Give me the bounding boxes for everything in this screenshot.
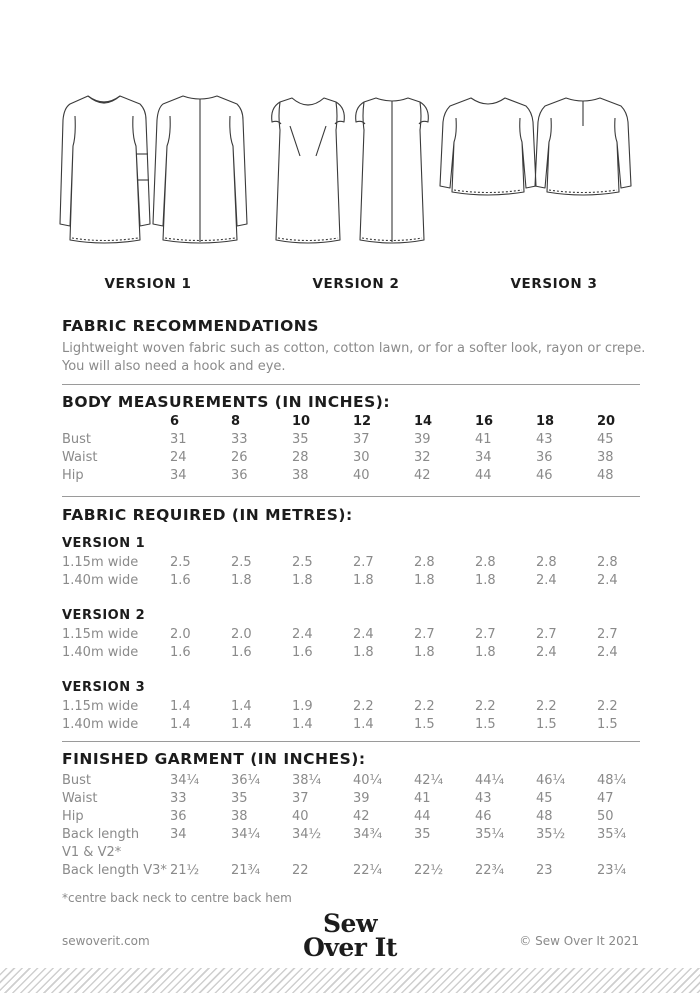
row-label: 1.15m wide bbox=[62, 627, 139, 642]
logo-line-1: Sew bbox=[323, 909, 377, 938]
table-row bbox=[62, 449, 658, 467]
row-label: Back length bbox=[62, 827, 140, 842]
table-cell: 2.4 bbox=[536, 645, 557, 660]
table-cell bbox=[292, 844, 353, 862]
row-label: 1.40m wide bbox=[62, 645, 139, 660]
version-1-back-illustration bbox=[153, 96, 247, 243]
divider bbox=[62, 496, 640, 497]
row-label: Hip bbox=[62, 809, 84, 824]
decorative-stripe-band bbox=[0, 968, 700, 993]
table-row bbox=[62, 554, 658, 572]
table-cell bbox=[597, 844, 658, 862]
table-cell: 1.8 bbox=[414, 573, 435, 588]
row-label: 1.40m wide bbox=[62, 717, 139, 732]
table-cell: 2.7 bbox=[536, 627, 557, 642]
table-cell: 1.5 bbox=[475, 717, 496, 732]
table-row bbox=[62, 844, 658, 862]
table-cell: 33 bbox=[170, 791, 187, 806]
finished-garment-table bbox=[62, 772, 658, 880]
table-row bbox=[62, 826, 658, 844]
table-cell: 34¼ bbox=[231, 827, 261, 842]
fabric-required-version-3-title: VERSION 3 bbox=[62, 680, 146, 695]
table-cell: 34 bbox=[170, 827, 187, 842]
row-label: Back length V3* bbox=[62, 863, 167, 878]
table-cell: 48 bbox=[597, 468, 614, 483]
table-cell: 1.4 bbox=[231, 717, 252, 732]
version-2-label: VERSION 2 bbox=[312, 276, 400, 292]
table-row bbox=[62, 467, 658, 485]
size-header: 20 bbox=[597, 414, 616, 429]
row-label: Hip bbox=[62, 468, 84, 483]
table-cell: 2.5 bbox=[170, 555, 191, 570]
table-cell: 43 bbox=[475, 791, 492, 806]
table-cell: 1.8 bbox=[414, 645, 435, 660]
table-cell: 1.4 bbox=[231, 699, 252, 714]
body-measurements-table bbox=[62, 413, 658, 485]
table-cell: 42¼ bbox=[414, 773, 444, 788]
table-cell: 40¼ bbox=[353, 773, 383, 788]
table-cell: 36 bbox=[536, 450, 553, 465]
table-cell: 38 bbox=[597, 450, 614, 465]
table-row bbox=[62, 572, 658, 590]
fabric-recommendations-title: FABRIC RECOMMENDATIONS bbox=[62, 317, 319, 335]
brand-logo bbox=[290, 909, 410, 962]
copyright: © Sew Over It 2021 bbox=[519, 934, 639, 948]
table-cell: 48¼ bbox=[597, 773, 627, 788]
table-cell: 45 bbox=[597, 432, 614, 447]
table-cell: 44 bbox=[414, 809, 431, 824]
size-header-row bbox=[62, 413, 658, 431]
table-cell: 2.2 bbox=[597, 699, 618, 714]
table-cell: 35 bbox=[231, 791, 248, 806]
table-cell: 1.4 bbox=[292, 717, 313, 732]
table-cell: 48 bbox=[536, 809, 553, 824]
table-cell: 2.7 bbox=[475, 627, 496, 642]
table-cell bbox=[414, 844, 475, 862]
table-row bbox=[62, 644, 658, 662]
divider bbox=[62, 741, 640, 742]
table-cell: 31 bbox=[170, 432, 187, 447]
table-row bbox=[62, 716, 658, 734]
table-cell: 36 bbox=[231, 468, 248, 483]
table-row bbox=[62, 698, 658, 716]
body-measurements-title: BODY MEASUREMENTS (IN INCHES): bbox=[62, 393, 391, 411]
table-cell: 46 bbox=[475, 809, 492, 824]
table-cell: 23¼ bbox=[597, 863, 627, 878]
website-link[interactable]: sewoverit.com bbox=[62, 934, 150, 948]
table-cell: 21½ bbox=[170, 863, 200, 878]
table-cell: 1.9 bbox=[292, 699, 313, 714]
table-cell: 1.6 bbox=[170, 645, 191, 660]
size-header: 16 bbox=[475, 414, 494, 429]
table-cell: 35¾ bbox=[597, 827, 627, 842]
garment-illustrations bbox=[0, 86, 700, 256]
table-cell: 2.4 bbox=[353, 627, 374, 642]
table-cell: 2.0 bbox=[170, 627, 191, 642]
table-cell: 41 bbox=[475, 432, 492, 447]
table-cell: 50 bbox=[597, 809, 614, 824]
fabric-required-version-1-table bbox=[62, 554, 658, 590]
size-header: 12 bbox=[353, 414, 372, 429]
table-cell: 35¼ bbox=[475, 827, 505, 842]
table-cell: 1.5 bbox=[597, 717, 618, 732]
table-cell: 34 bbox=[170, 468, 187, 483]
table-cell: 40 bbox=[292, 809, 309, 824]
table-cell: 36 bbox=[170, 809, 187, 824]
table-cell: 1.6 bbox=[170, 573, 191, 588]
table-cell: 43 bbox=[536, 432, 553, 447]
table-cell: 38 bbox=[292, 468, 309, 483]
table-cell: 34¼ bbox=[170, 773, 200, 788]
table-cell: 1.4 bbox=[353, 717, 374, 732]
table-cell bbox=[475, 844, 536, 862]
table-cell: 1.4 bbox=[170, 717, 191, 732]
logo-line-2: Over It bbox=[303, 933, 397, 962]
table-cell: 46¼ bbox=[536, 773, 566, 788]
table-cell: 34½ bbox=[292, 827, 322, 842]
finished-garment-title: FINISHED GARMENT (IN INCHES): bbox=[62, 750, 366, 768]
table-cell: 39 bbox=[414, 432, 431, 447]
version-3-front-illustration bbox=[440, 98, 536, 195]
table-cell: 21¾ bbox=[231, 863, 261, 878]
table-cell: 2.4 bbox=[536, 573, 557, 588]
table-cell: 22 bbox=[292, 863, 309, 878]
table-cell: 33 bbox=[231, 432, 248, 447]
table-cell: 1.8 bbox=[353, 573, 374, 588]
table-row bbox=[62, 772, 658, 790]
table-cell: 2.7 bbox=[414, 627, 435, 642]
table-cell: 2.2 bbox=[353, 699, 374, 714]
table-row bbox=[62, 862, 658, 880]
table-cell: 46 bbox=[536, 468, 553, 483]
table-cell: 1.8 bbox=[353, 645, 374, 660]
version-3-label: VERSION 3 bbox=[510, 276, 598, 292]
size-header: 8 bbox=[231, 414, 241, 429]
table-cell: 2.7 bbox=[597, 627, 618, 642]
table-cell: 2.5 bbox=[231, 555, 252, 570]
version-3-back-illustration bbox=[535, 98, 631, 195]
table-cell: 30 bbox=[353, 450, 370, 465]
table-cell: 36¼ bbox=[231, 773, 261, 788]
table-cell: 26 bbox=[231, 450, 248, 465]
table-cell: 41 bbox=[414, 791, 431, 806]
table-row bbox=[62, 431, 658, 449]
table-cell: 37 bbox=[353, 432, 370, 447]
table-cell: 35½ bbox=[536, 827, 566, 842]
table-cell bbox=[170, 844, 231, 862]
row-label: Bust bbox=[62, 773, 92, 788]
size-header: 18 bbox=[536, 414, 555, 429]
table-cell: 2.8 bbox=[475, 555, 496, 570]
table-cell: 2.7 bbox=[353, 555, 374, 570]
table-cell: 28 bbox=[292, 450, 309, 465]
size-header: 10 bbox=[292, 414, 311, 429]
row-label: Waist bbox=[62, 450, 98, 465]
table-cell: 42 bbox=[414, 468, 431, 483]
table-cell: 44 bbox=[475, 468, 492, 483]
fabric-required-title: FABRIC REQUIRED (IN METRES): bbox=[62, 506, 353, 524]
row-label: 1.40m wide bbox=[62, 573, 139, 588]
table-cell: 38 bbox=[231, 809, 248, 824]
table-cell: 2.8 bbox=[536, 555, 557, 570]
version-2-front-illustration bbox=[272, 98, 345, 243]
table-cell: 39 bbox=[353, 791, 370, 806]
table-row bbox=[62, 626, 658, 644]
table-cell: 2.8 bbox=[414, 555, 435, 570]
table-row bbox=[62, 790, 658, 808]
table-cell: 1.8 bbox=[231, 573, 252, 588]
table-cell: 34¾ bbox=[353, 827, 383, 842]
fabric-required-version-2-table bbox=[62, 626, 658, 662]
fabric-required-version-3-table bbox=[62, 698, 658, 734]
table-cell: 1.8 bbox=[292, 573, 313, 588]
row-label: 1.15m wide bbox=[62, 555, 139, 570]
table-cell: 1.8 bbox=[475, 573, 496, 588]
table-cell: 37 bbox=[292, 791, 309, 806]
row-label: Waist bbox=[62, 791, 98, 806]
table-cell: 1.6 bbox=[292, 645, 313, 660]
table-cell: 1.5 bbox=[414, 717, 435, 732]
fabric-required-version-1-title: VERSION 1 bbox=[62, 536, 146, 551]
table-cell: 44¼ bbox=[475, 773, 505, 788]
row-label: V1 & V2* bbox=[62, 845, 122, 860]
version-1-label: VERSION 1 bbox=[104, 276, 192, 292]
table-cell: 2.4 bbox=[597, 645, 618, 660]
footnote: *centre back neck to centre back hem bbox=[62, 891, 292, 905]
table-cell bbox=[536, 844, 597, 862]
table-cell: 2.2 bbox=[475, 699, 496, 714]
table-cell: 22¾ bbox=[475, 863, 505, 878]
size-header: 14 bbox=[414, 414, 433, 429]
table-cell: 2.2 bbox=[536, 699, 557, 714]
table-cell: 34 bbox=[475, 450, 492, 465]
table-cell: 40 bbox=[353, 468, 370, 483]
table-cell: 47 bbox=[597, 791, 614, 806]
table-cell: 22½ bbox=[414, 863, 444, 878]
table-cell: 22¼ bbox=[353, 863, 383, 878]
table-cell bbox=[353, 844, 414, 862]
table-cell: 23 bbox=[536, 863, 553, 878]
version-1-front-illustration bbox=[60, 96, 150, 243]
table-cell: 2.4 bbox=[597, 573, 618, 588]
table-cell: 1.6 bbox=[231, 645, 252, 660]
table-cell: 35 bbox=[292, 432, 309, 447]
table-cell: 42 bbox=[353, 809, 370, 824]
table-cell: 2.8 bbox=[597, 555, 618, 570]
table-cell: 2.4 bbox=[292, 627, 313, 642]
table-cell: 35 bbox=[414, 827, 431, 842]
divider bbox=[62, 384, 640, 385]
table-cell: 1.8 bbox=[475, 645, 496, 660]
table-cell: 1.5 bbox=[536, 717, 557, 732]
table-cell: 1.4 bbox=[170, 699, 191, 714]
table-cell bbox=[231, 844, 292, 862]
row-label: Bust bbox=[62, 432, 92, 447]
table-cell: 32 bbox=[414, 450, 431, 465]
table-cell: 24 bbox=[170, 450, 187, 465]
fabric-required-version-2-title: VERSION 2 bbox=[62, 608, 146, 623]
row-label: 1.15m wide bbox=[62, 699, 139, 714]
table-cell: 45 bbox=[536, 791, 553, 806]
table-cell: 2.2 bbox=[414, 699, 435, 714]
version-2-back-illustration bbox=[356, 98, 429, 243]
fabric-recommendations-text: Lightweight woven fabric such as cotton, cotton lawn, or for a softer look, rayon or crepe. You will also need a hook and eye. bbox=[62, 341, 646, 374]
table-cell: 38¼ bbox=[292, 773, 322, 788]
table-cell: 2.0 bbox=[231, 627, 252, 642]
table-cell: 2.5 bbox=[292, 555, 313, 570]
size-header: 6 bbox=[170, 414, 180, 429]
table-row bbox=[62, 808, 658, 826]
